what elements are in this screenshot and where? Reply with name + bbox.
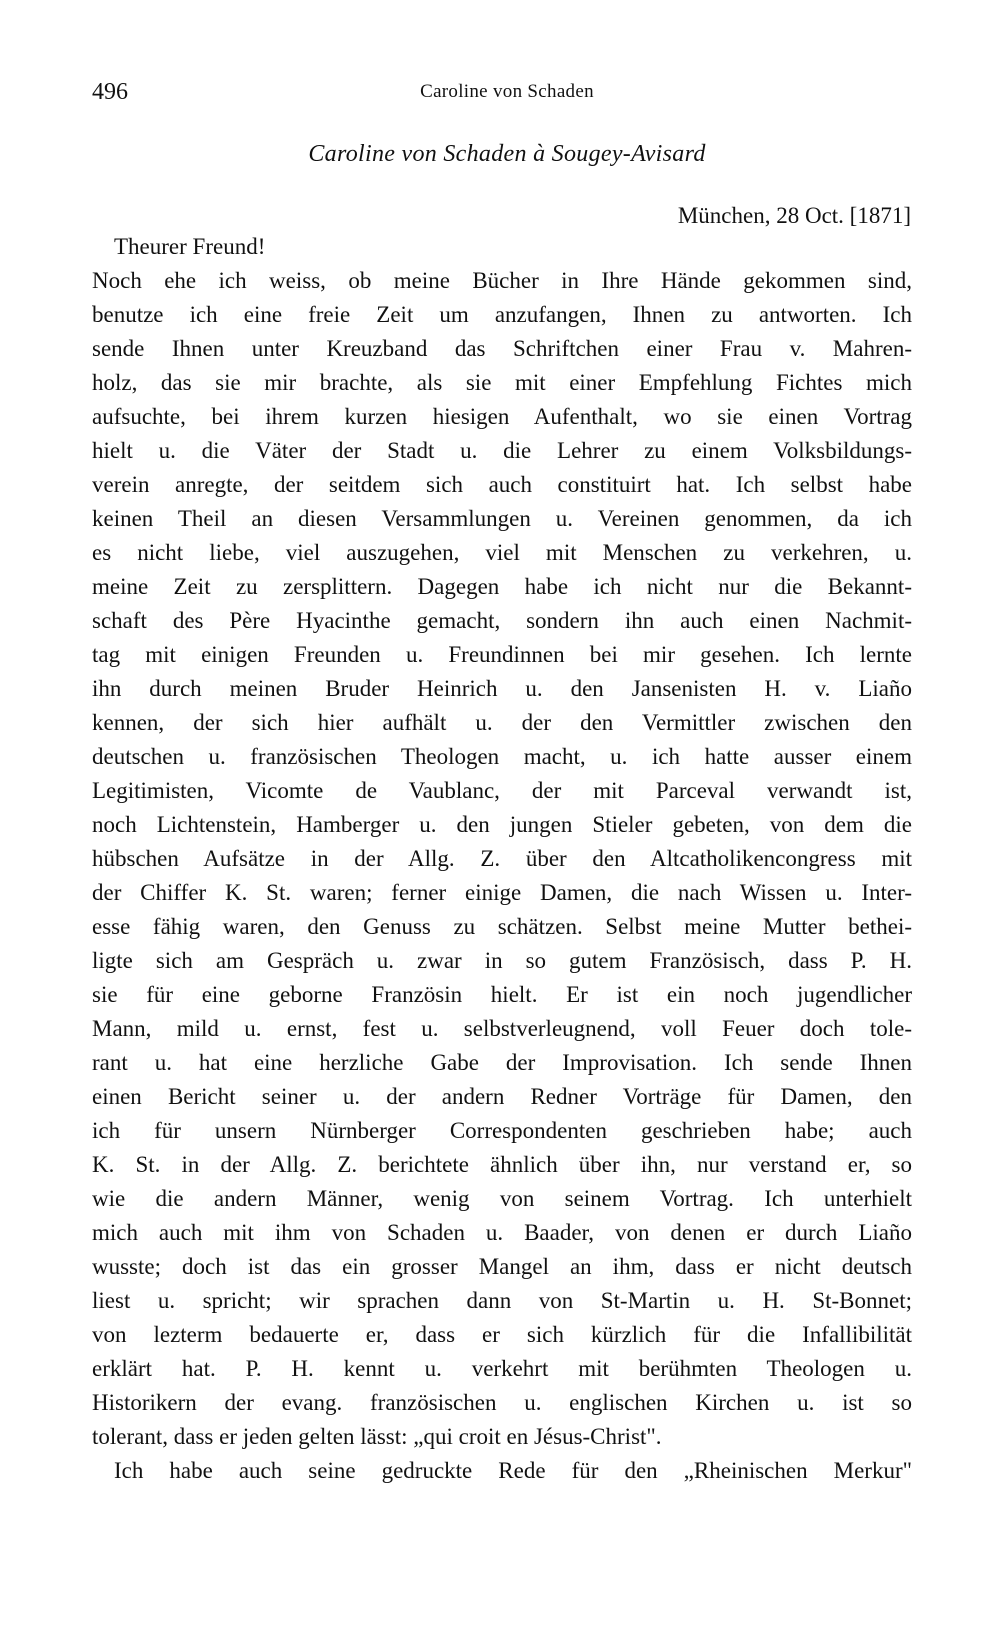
text-line: tolerant, dass er jeden gelten lässt: „qui croit en Jésus-Christ". bbox=[92, 1424, 662, 1449]
text-line: benutze ich eine freie Zeit um anzufangen, Ihnen zu antworten. Ich bbox=[92, 302, 912, 327]
text-line: mich auch mit ihm von Schaden u. Baader, von denen er durch Liaño bbox=[92, 1220, 912, 1245]
text-line: es nicht liebe, viel auszugehen, viel mit Menschen zu verkehren, u. bbox=[92, 540, 912, 565]
text-line: aufsuchte, bei ihrem kurzen hiesigen Aufenthalt, wo sie einen Vortrag bbox=[92, 404, 912, 429]
running-title: Caroline von Schaden bbox=[420, 81, 594, 102]
text-line: hielt u. die Väter der Stadt u. die Lehrer zu einem Volksbildungs- bbox=[92, 438, 912, 463]
text-line: rant u. hat eine herzliche Gabe der Improvisation. Ich sende Ihnen bbox=[92, 1050, 912, 1075]
text-line: von lezterm bedauerte er, dass er sich kürzlich für die Infallibilität bbox=[92, 1322, 912, 1347]
text-line: holz, das sie mir brachte, als sie mit einer Empfehlung Fichtes mich bbox=[92, 370, 912, 395]
text-line: ich für unsern Nürnberger Correspondenten geschrieben habe; auch bbox=[92, 1118, 912, 1143]
text-line: Legitimisten, Vicomte de Vaublanc, der mit Parceval verwandt ist, bbox=[92, 778, 912, 803]
text-line: erklärt hat. P. H. kennt u. verkehrt mit berühmten Theologen u. bbox=[92, 1356, 912, 1381]
text-line: liest u. spricht; wir sprachen dann von St-Martin u. H. St-Bonnet; bbox=[92, 1288, 912, 1313]
text-line: keinen Theil an diesen Versammlungen u. Vereinen genommen, da ich bbox=[92, 506, 912, 531]
text-line: tag mit einigen Freunden u. Freundinnen bei mir gesehen. Ich lernte bbox=[92, 642, 912, 667]
text-line: ligte sich am Gespräch u. zwar in so gutem Französisch, dass P. H. bbox=[92, 948, 912, 973]
text-line: Noch ehe ich weiss, ob meine Bücher in Ihre Hände gekommen sind, bbox=[92, 268, 912, 293]
text-line: hübschen Aufsätze in der Allg. Z. über den Altcatholikencongress mit bbox=[92, 846, 912, 871]
text-line: Mann, mild u. ernst, fest u. selbstverleugnend, voll Feuer doch tole- bbox=[92, 1016, 912, 1041]
text-line: deutschen u. französischen Theologen macht, u. ich hatte ausser einem bbox=[92, 744, 912, 769]
text-line: Ich habe auch seine gedruckte Rede für den „Rheinischen Merkur" bbox=[114, 1458, 912, 1483]
text-line: schaft des Père Hyacinthe gemacht, sondern ihn auch einen Nachmit- bbox=[92, 608, 912, 633]
text-line: noch Lichtenstein, Hamberger u. den jungen Stieler gebeten, von dem die bbox=[92, 812, 912, 837]
text-line: wie die andern Männer, wenig von seinem Vortrag. Ich unterhielt bbox=[92, 1186, 912, 1211]
page-header bbox=[92, 74, 912, 110]
text-line: kennen, der sich hier aufhält u. der den Vermittler zwischen den bbox=[92, 710, 912, 735]
letter-dateline: München, 28 Oct. [1871] bbox=[677, 203, 911, 228]
letter-title: Caroline von Schaden à Sougey-Avisard bbox=[308, 141, 706, 167]
text-line: wusste; doch ist das ein grosser Mangel an ihm, dass er nicht deutsch bbox=[92, 1254, 912, 1279]
text-line: sende Ihnen unter Kreuzband das Schriftchen einer Frau v. Mahren- bbox=[92, 336, 912, 361]
text-line: meine Zeit zu zersplittern. Dagegen habe ich nicht nur die Bekannt- bbox=[92, 574, 912, 599]
text-line: esse fähig waren, den Genuss zu schätzen. Selbst meine Mutter bethei- bbox=[92, 914, 912, 939]
text-line: Historikern der evang. französischen u. englischen Kirchen u. ist so bbox=[92, 1390, 912, 1415]
text-line: K. St. in der Allg. Z. berichtete ähnlich über ihn, nur verstand er, so bbox=[92, 1152, 912, 1177]
letter-salutation: Theurer Freund! bbox=[114, 234, 266, 259]
text-line: einen Bericht seiner u. der andern Redner Vorträge für Damen, den bbox=[92, 1084, 912, 1109]
text-line: sie für eine geborne Französin hielt. Er ist ein noch jugendlicher bbox=[92, 982, 912, 1007]
text-line: der Chiffer K. St. waren; ferner einige Damen, die nach Wissen u. Inter- bbox=[92, 880, 912, 905]
page-number: 496 bbox=[92, 79, 128, 105]
text-line: ihn durch meinen Bruder Heinrich u. den Jansenisten H. v. Liaño bbox=[92, 676, 912, 701]
text-line: verein anregte, der seitdem sich auch constituirt hat. Ich selbst habe bbox=[92, 472, 912, 497]
letter-body bbox=[92, 230, 912, 1488]
